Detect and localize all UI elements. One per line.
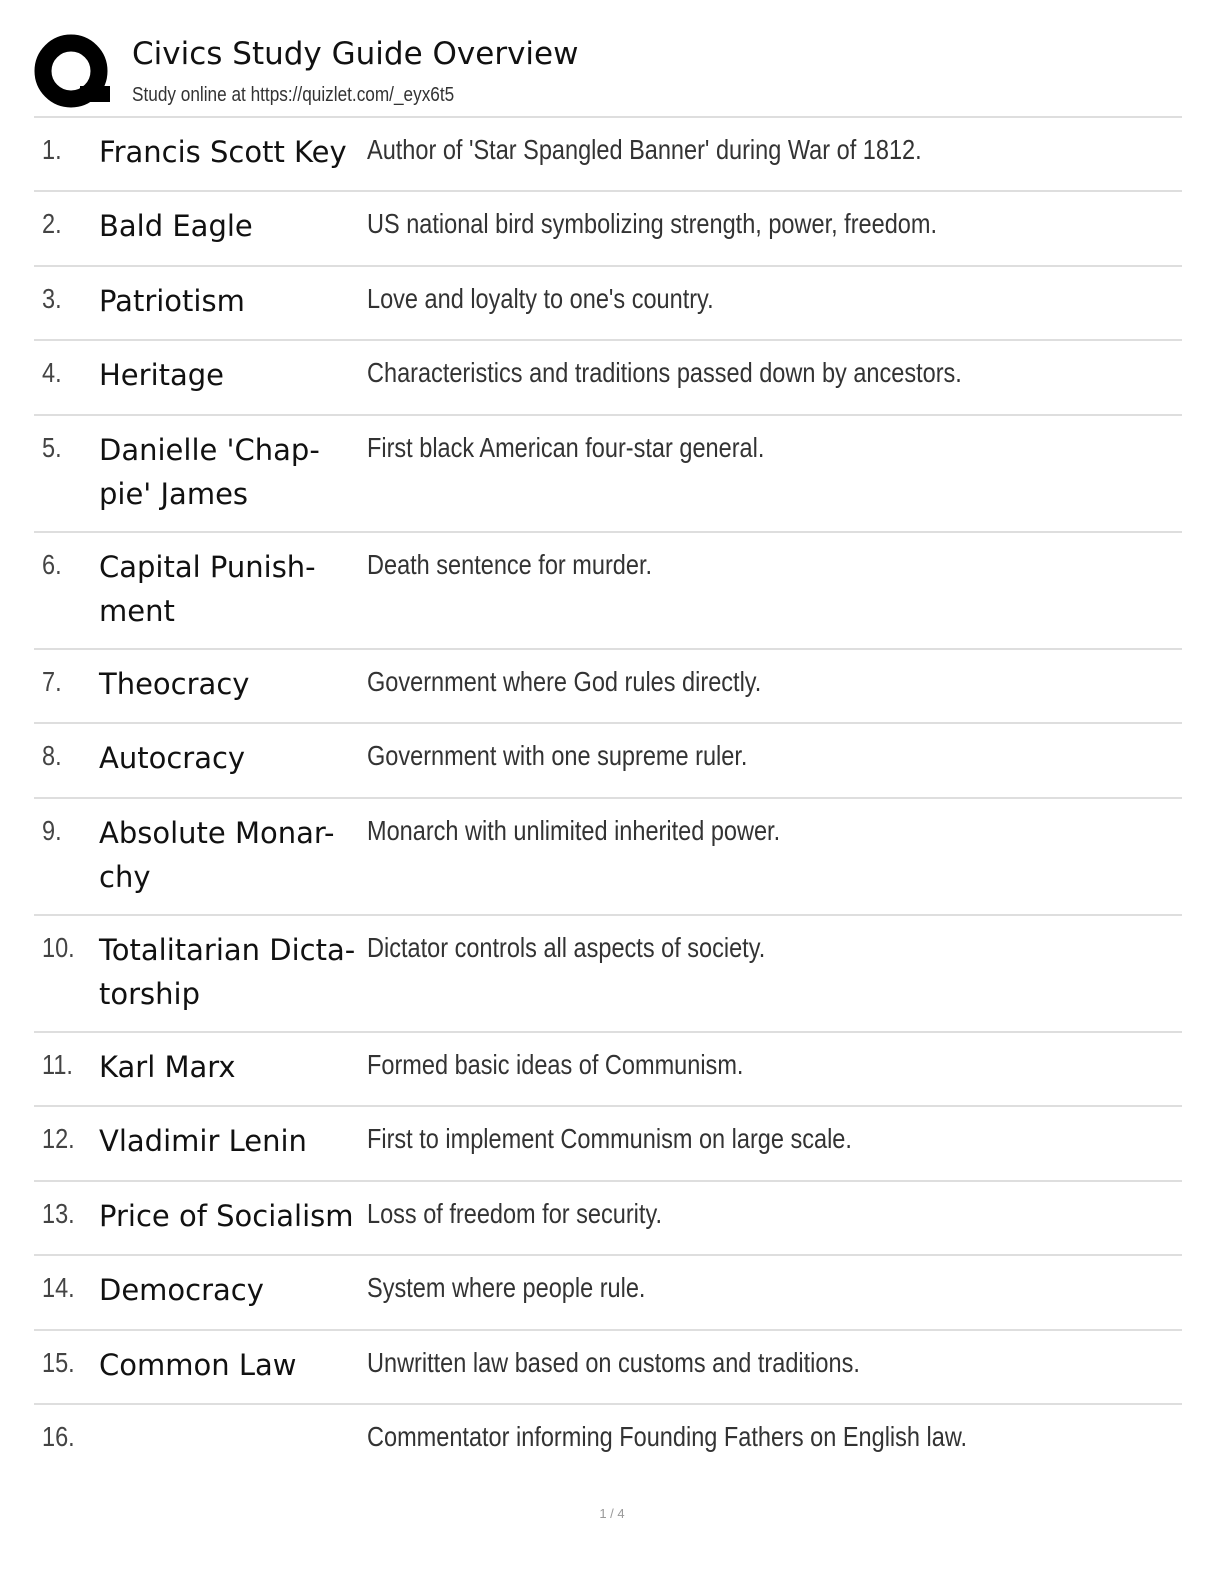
card-row [34, 1254, 1182, 1329]
card-definition: Unwritten law based on customs and traditions. [367, 1347, 860, 1378]
card-definition: Monarch with unlimited inherited power. [367, 815, 781, 846]
card-term: Vladimir Lenin [99, 1124, 307, 1158]
card-number: 16. [42, 1421, 75, 1452]
card-number: 6. [42, 549, 62, 580]
card-term: Karl Marx [99, 1050, 236, 1084]
card-row [34, 265, 1182, 339]
card-term: Price of Socialism [99, 1199, 354, 1233]
card-row [34, 797, 1182, 914]
card-row [34, 1105, 1182, 1180]
card-row [34, 648, 1182, 722]
card-number: 8. [42, 740, 62, 771]
card-number: 15. [42, 1347, 75, 1378]
card-definition: Commentator informing Founding Fathers on English law. [367, 1421, 968, 1452]
card-row [34, 1180, 1182, 1254]
card-definition: Characteristics and traditions passed down by ancestors. [367, 357, 962, 388]
card-number: 4. [42, 357, 62, 388]
card-row [34, 531, 1182, 648]
card-definition: First to implement Communism on large scale. [367, 1123, 852, 1154]
card-term: Danielle 'Chap-pie' James [99, 433, 320, 511]
card-term: Democracy [99, 1273, 264, 1307]
card-number: 1. [42, 134, 62, 165]
card-row [34, 1031, 1182, 1105]
card-term: Totalitarian Dicta-torship [99, 933, 356, 1011]
card-definition: First black American four-star general. [367, 432, 765, 463]
page-header [34, 30, 1184, 116]
card-number: 7. [42, 666, 62, 697]
card-term: Francis Scott Key [99, 135, 347, 169]
card-definition: System where people rule. [367, 1272, 646, 1303]
card-term: Heritage [99, 358, 225, 392]
card-definition: Loss of freedom for security. [367, 1198, 662, 1229]
card-definition: Dictator controls all aspects of society. [367, 932, 766, 963]
card-row [34, 914, 1182, 1031]
card-definition: US national bird symbolizing strength, power, freedom. [367, 208, 937, 239]
card-definition: Government with one supreme ruler. [367, 740, 748, 771]
card-row [34, 339, 1182, 414]
card-number: 11. [42, 1049, 73, 1080]
quizlet-logo-icon [34, 34, 110, 110]
card-number: 5. [42, 432, 62, 463]
card-term: Common Law [99, 1348, 297, 1382]
card-term: Capital Punish-ment [99, 550, 316, 628]
card-number: 2. [42, 208, 62, 239]
card-definition: Love and loyalty to one's country. [367, 283, 714, 314]
card-row [34, 1403, 1182, 1478]
card-definition: Author of 'Star Spangled Banner' during War of 1812. [367, 134, 922, 165]
card-row [34, 190, 1182, 265]
page-title: Civics Study Guide Overview [132, 36, 579, 72]
page-number: 1 / 4 [599, 1506, 625, 1521]
card-term: Autocracy [99, 741, 246, 775]
card-number: 12. [42, 1123, 75, 1154]
card-number: 9. [42, 815, 62, 846]
card-number: 13. [42, 1198, 75, 1229]
card-row [34, 1329, 1182, 1403]
card-number: 3. [42, 283, 62, 314]
card-term: Theocracy [99, 667, 250, 701]
card-term: Absolute Monar-chy [99, 816, 335, 894]
card-term: Bald Eagle [99, 209, 253, 243]
card-number: 14. [42, 1272, 75, 1303]
card-row [34, 116, 1182, 190]
card-number: 10. [42, 932, 75, 963]
card-definition: Government where God rules directly. [367, 666, 762, 697]
card-row [34, 414, 1182, 531]
card-row [34, 722, 1182, 797]
card-definition: Formed basic ideas of Communism. [367, 1049, 744, 1080]
card-definition: Death sentence for murder. [367, 549, 653, 580]
study-link: Study online at https://quizlet.com/_eyx6t5 [132, 84, 455, 106]
card-term: Patriotism [99, 284, 245, 318]
